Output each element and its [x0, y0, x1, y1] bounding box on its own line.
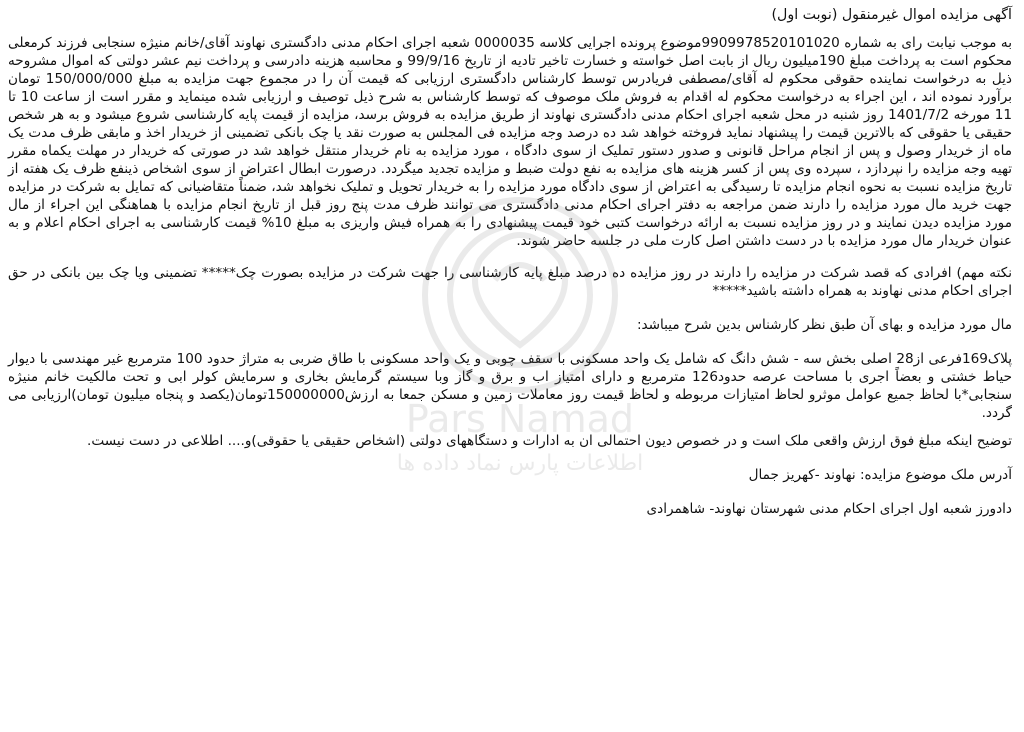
watermark-latin-text: Pars Namad [405, 397, 635, 441]
important-note-paragraph: نکته مهم) افرادی که قصد شرکت در مزایده را دارند در روز مزایده ده درصد مبلغ پایه کارشناسی را جهت شرکت در مزایده بصورت چک***** تضمینی ویا چک بین بانکی در حق اجرای احکام مدنی نهاوند به همراه داشته باشید***** [8, 265, 1012, 299]
property-heading: مال مورد مزایده و بهای آن طبق نظر کارشناس بدین شرح میباشد: [636, 317, 1012, 333]
notice-main-paragraph: به موجب نیابت رای به شماره 9909978520101020موضوع پرونده اجرایی کلاسه 0000035 شعبه اجرای احکام مدنی دادگستری نهاوند آقای/خانم منیژه سنجابی فرزند کرمعلی محکوم است به پرداخت مبلغ 190میلیون ریال از بابت اصل خواسته و خسارت تاخیر تادیه از تاریخ 99/9/16 و محاسبه هزینه دادرسی و پرداخت نیم عشر دولتی که اموال مشروحه ذیل به درخواست نماینده حقوقی محکوم له آقای/مصطفی فریادرس توسط کارشناس دادگستری ارزیابی که قیمت آن را در مجموع جهت مزایده به مبلغ 150/000/000 تومان برآورد نموده اند ، این اجراء به درخواست محکوم له اقدام به فروش ملک موصوف که توسط کارشناس به شرح ذیل توصیف و ارزیابی شده مینماید و مقرر است از ساعت 10 تا 11 مورخه 1401/7/2 روز شنبه در محل شعبه اجرای احکام مدنی دادگستری نهاوند از طریق مزایده به فروش برسد، مزایده از قیمت پایه کارشناسی شروع میشود و به هر شخص حقیقی یا حقوقی که بالاترین قیمت را پیشنهاد نماید فروخته خواهد شد ده درصد وجه مزایده فی المجلس به صورت نقد یا چک بانکی تضمینی از خریدار اخذ و مابقی ظرف مدت یک ماه از خریدار وصول و پس از انجام مراحل قانونی و صدور دستور تملیک از سوی دادگاه ، مورد مزایده به نام خریدار منتقل خواهد شد در صورتی که خریدار در مهلت یکماه مقرر تهیه وجه مزایده را نپردازد ، سپرده وی پس از کسر هزینه های مزایده به نفع دولت ضبط و مزایده تجدید میگردد. درصورت ابطال اعتراض از سوی اشخاص ذینفع ظرف یک هفته از تاریخ مزایده نسبت به نحوه انجام مزایده تا رسیدگی به اعتراض از سوی دادگاه مورد مزایده را به خریدار تحویل و تملیک نخواهد شد، ضمناً متقاضیانی که تمایل به شرکت در مزایده جهت خرید مال مورد مزایده را دارند ضمن مراجعه به دفتر اجرای احکام مدنی دادگستری می توانند ظرف مدت پنج روز قبل از تاریخ انجام مزایده با هماهنگی این اجراء از مال مورد مزایده دیدن نمایند و در روز مزایده نسبت به ارائه درخواست کتبی خود قیمت پیشنهادی را به همراه فیش واریزی به مبلغ 10% قیمت کارشناسی به اجرای احکام اعلام و به عنوان خریدار مال مورد مزایده با در دست داشتن اصل کارت ملی در جلسه حاضر شوند. [8, 35, 1013, 249]
watermark-persian-text: اطلاعات پارس نماد داده ها [396, 451, 644, 476]
property-description-paragraph: پلاک169فرعی از28 اصلی بخش سه - شش دانگ که شامل یک واحد مسکونی با سقف چوبی و یک واحد مسکونی با طاق ضربی به متراژ حدود 100 مترمربع غیر مهندسی با دیوار حیاط خشتی و بعضاً اجری با مساحت عرصه حدود126 مترمربع و دارای امتیاز اب و برق و گاز وبا سیستم گرمایش بخاری و سرمایش کولر ابی و تحت مالکیت خانم منیژه سنجابی*با لحاظ جمیع عوامل موثرو لحاظ امتیازات مربوطه و لحاظ قیمت روز معاملات زمین و مسکن جمعا به ارزش150000000تومان(یکصد و پنجاه میلیون تومان)ارزیابی می گردد. [8, 351, 1012, 421]
notice-title: آگهی مزایده اموال غیرمنقول (نوبت اول) [771, 7, 1012, 23]
signature-line: دادورز شعبه اول اجرای احکام مدنی شهرستان نهاوند- شاهمرادی [646, 501, 1012, 517]
debt-disclaimer-paragraph: توضیح اینکه مبلغ فوق ارزش واقعی ملک است و در خصوص دیون احتمالی ان به ادارات و دستگاههای دولتی (اشخاص حقیقی یا حقوقی)و.... اطلاعی در دست نیست. [87, 433, 1012, 449]
property-address: آدرس ملک موضوع مزایده: نهاوند -کهریز جمال [748, 467, 1012, 483]
